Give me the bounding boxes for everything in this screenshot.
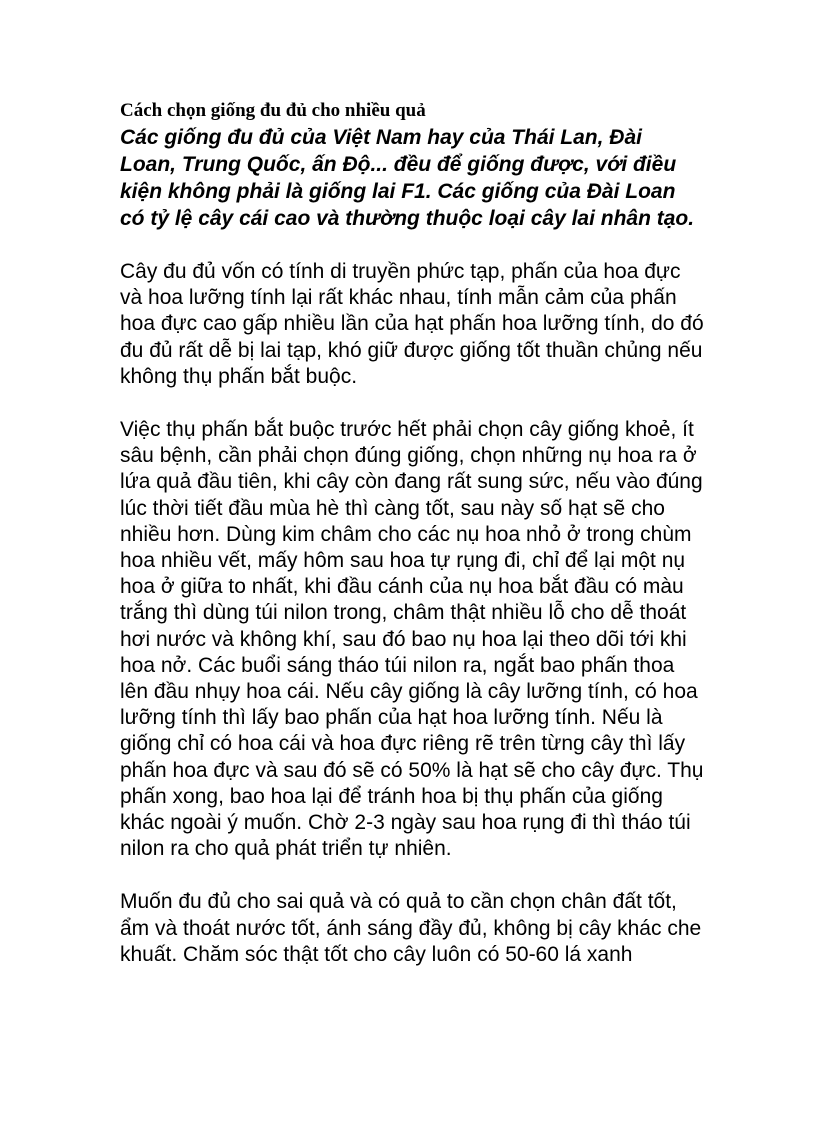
article-lead: Các giống đu đủ của Việt Nam hay của Thái Lan, Đài Loan, Trung Quốc, ấn Độ... đều để giống được, với điều kiện không phải là giống lai F1. Các giống của Đài Loan có tỷ lệ cây cái cao và thường thuộc loại cây lai nhân tạo. — [120, 126, 695, 230]
body-paragraph-3: Muốn đu đủ cho sai quả và có quả to cần chọn chân đất tốt, ẩm và thoát nước tốt, ánh sáng đầy đủ, không bị cây khác che khuất. Chăm sóc thật tốt cho cây luôn có 50-60 lá xanh — [120, 890, 702, 966]
document-page — [120, 98, 705, 968]
article-title: Cách chọn giống đu đủ cho nhiều quả — [120, 100, 426, 121]
body-paragraph-2: Việc thụ phấn bắt buộc trước hết phải chọn cây giống khoẻ, ít sâu bệnh, cần phải chọn đúng giống, chọn những nụ hoa ra ở lứa quả đầu tiên, khi cây còn đang rất sung sức, nếu vào đúng lúc thời tiết đầu mùa hè thì càng tốt, sau này số hạt sẽ cho nhiều hơn. Dùng kim châm cho các nụ hoa nhỏ ở trong chùm hoa nhiều vết, mấy hôm sau hoa tự rụng đi, chỉ để lại một nụ hoa ở giữa to nhất, khi đầu cánh của nụ hoa bắt đầu có màu trắng thì dùng túi nilon trong, châm thật nhiều lỗ cho dễ thoát hơi nước và không khí, sau đó bao nụ hoa lại theo dõi tới khi hoa nở. Các buổi sáng tháo túi nilon ra, ngắt bao phấn thoa lên đầu nhụy hoa cái. Nếu cây giống là cây lưỡng tính, có hoa lưỡng tính thì lấy bao phấn của hạt hoa lưỡng tính. Nếu là giống chỉ có hoa cái và hoa đực riêng rẽ trên từng cây thì lấy phấn hoa đực và sau đó sẽ có 50% là hạt sẽ cho cây đực. Thụ phấn xong, bao hoa lại để tránh hoa bị thụ phấn của giống khác ngoài ý muốn. Chờ 2-3 ngày sau hoa rụng đi thì tháo túi nilon ra cho quả phát triển tự nhiên. — [120, 418, 704, 861]
body-paragraph-1: Cây đu đủ vốn có tính di truyền phức tạp, phấn của hoa đực và hoa lưỡng tính lại rất khác nhau, tính mẫn cảm của phấn hoa đực cao gấp nhiều lần của hạt phấn hoa lưỡng tính, do đó đu đủ rất dễ bị lai tạp, khó giữ được giống tốt thuần chủng nếu không thụ phấn bắt buộc. — [120, 260, 704, 388]
